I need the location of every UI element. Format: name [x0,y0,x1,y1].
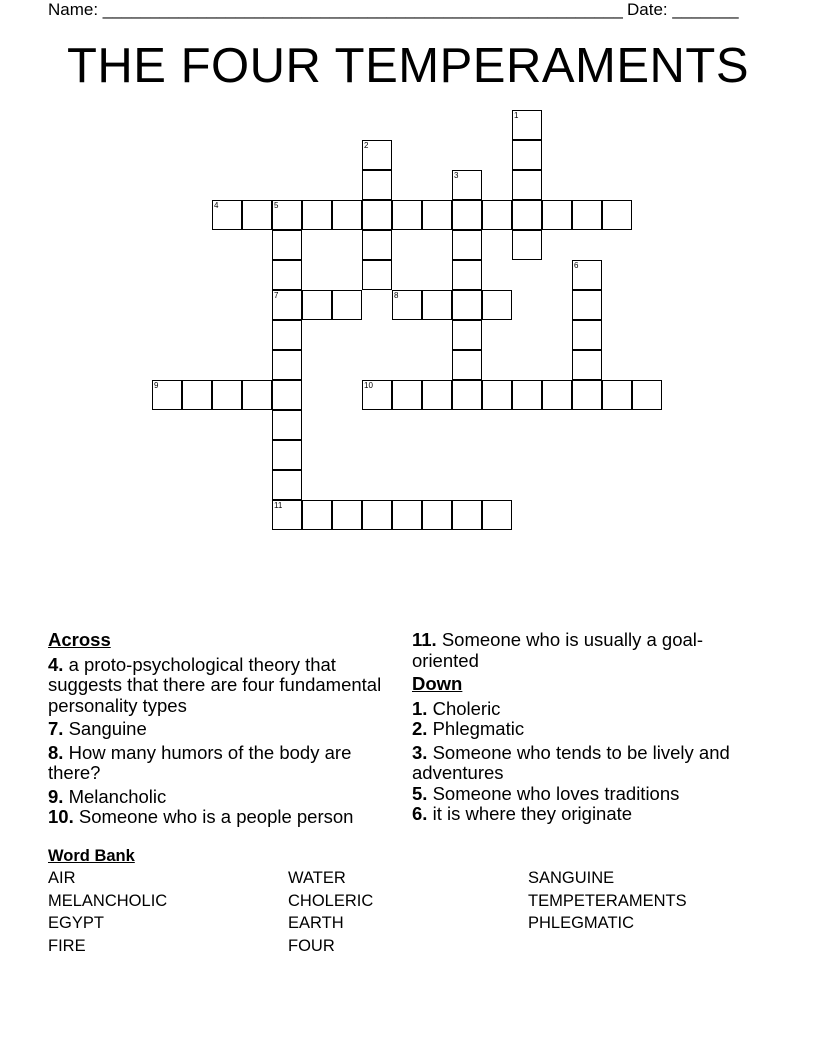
clue-number: 4. [48,653,64,675]
crossword-cell[interactable] [632,380,662,410]
crossword-cell[interactable] [272,500,302,530]
page-title: THE FOUR TEMPERAMENTS [66,39,750,93]
crossword-cell[interactable] [362,170,392,200]
crossword-cell[interactable] [272,410,302,440]
crossword-cell[interactable] [242,200,272,230]
clue-down-3 [412,743,752,784]
clue-number: 3. [412,741,428,763]
clues-right-column [412,630,752,828]
clue-number: 2. [412,718,428,739]
crossword-cell[interactable] [332,500,362,530]
word-bank-item: CHOLERIC [288,891,374,910]
crossword-cell[interactable] [452,200,482,230]
crossword-cell[interactable] [272,290,302,320]
crossword-cell[interactable] [452,170,482,200]
crossword-cell[interactable] [602,380,632,410]
crossword-cell[interactable] [392,380,422,410]
crossword-cell[interactable] [512,230,542,260]
crossword-cell[interactable] [362,260,392,290]
crossword-cell[interactable] [362,380,392,410]
crossword-cell[interactable] [392,200,422,230]
crossword-cell[interactable] [272,440,302,470]
crossword-cell[interactable] [422,290,452,320]
crossword-cell[interactable] [362,230,392,260]
crossword-cell[interactable] [272,230,302,260]
crossword-cell[interactable] [572,290,602,320]
crossword-cell[interactable] [452,320,482,350]
date-field[interactable]: Date: _______ [627,0,739,19]
clue-number-label: 8 [394,291,399,300]
word-bank-item: PHLEGMATIC [528,914,635,932]
clue-number: 9. [48,785,64,807]
clue-down-6 [412,804,752,825]
clue-number: 6. [412,803,428,824]
clue-text: Sanguine [68,718,147,739]
crossword-cell[interactable] [302,500,332,530]
clue-number: 7. [48,718,64,739]
crossword-cell[interactable] [302,200,332,230]
crossword-cell[interactable] [572,260,602,290]
clue-number-label: 1 [514,111,519,120]
crossword-cell[interactable] [452,230,482,260]
clue-across-10 [48,807,398,828]
crossword-cell[interactable] [542,380,572,410]
crossword-cell[interactable] [392,500,422,530]
crossword-cell[interactable] [272,320,302,350]
clue-number-label: 2 [364,141,369,150]
clue-across-9 [48,787,398,808]
clue-number-label: 10 [364,381,373,390]
clue-text: Someone who loves traditions [432,782,680,804]
word-bank-item: TEMPETERAMENTS [528,891,687,910]
word-bank-item: MELANCHOLIC [48,891,168,910]
clue-number-label: 5 [274,201,279,210]
clue-text: a proto-psychological theory that suggests that there are four fundamental personality types [48,653,382,716]
crossword-cell[interactable] [602,200,632,230]
clue-text: Someone who tends to be lively and adventures [412,741,730,783]
crossword-cell[interactable] [212,380,242,410]
across-heading: Across [48,629,111,650]
crossword-cell[interactable] [452,260,482,290]
crossword-cell[interactable] [392,290,422,320]
crossword-cell[interactable] [452,500,482,530]
clue-number: 1. [412,697,428,719]
crossword-cell[interactable] [332,200,362,230]
crossword-cell[interactable] [272,380,302,410]
clue-across-8 [48,743,398,784]
clue-text: How many humors of the body are there? [48,741,352,783]
down-heading: Down [412,673,463,694]
name-field[interactable]: Name: _______________________________________________________ [48,0,623,19]
clue-number-label: 9 [154,381,159,390]
word-bank-title: Word Bank [48,847,135,865]
clue-number-label: 4 [214,201,219,210]
crossword-cell[interactable] [422,200,452,230]
crossword-cell[interactable] [272,200,302,230]
clue-number: 8. [48,741,64,763]
clue-text: Phlegmatic [432,718,525,739]
clue-number-label: 7 [274,291,279,300]
crossword-cell[interactable] [452,290,482,320]
crossword-cell[interactable] [542,200,572,230]
crossword-cell[interactable] [572,380,602,410]
clue-down-5 [412,784,752,805]
crossword-cell[interactable] [482,200,512,230]
crossword-cell[interactable] [362,500,392,530]
clue-text: it is where they originate [432,803,633,824]
crossword-cell[interactable] [272,470,302,500]
crossword-cell[interactable] [452,380,482,410]
clue-number-label: 3 [454,171,459,180]
crossword-cell[interactable] [512,200,542,230]
crossword-cell[interactable] [362,140,392,170]
crossword-cell[interactable] [422,380,452,410]
crossword-cell[interactable] [572,350,602,380]
crossword-cell[interactable] [512,110,542,140]
crossword-cell[interactable] [332,290,362,320]
crossword-cell[interactable] [512,140,542,170]
clue-across-4 [48,655,398,717]
clue-number: 10. [48,806,74,827]
crossword-cell[interactable] [242,380,272,410]
crossword-cell[interactable] [482,500,512,530]
crossword-cell[interactable] [182,380,212,410]
clue-number: 5. [412,782,428,804]
word-bank-item: AIR [48,869,76,887]
crossword-cell[interactable] [482,380,512,410]
clue-down-1 [412,699,752,720]
word-bank-item: EARTH [288,914,344,932]
clue-number: 11. [412,629,437,650]
crossword-cell[interactable] [512,170,542,200]
word-bank-item: SANGUINE [528,869,615,887]
word-bank-item: WATER [288,869,346,887]
crossword-cell[interactable] [272,260,302,290]
crossword-cell[interactable] [422,500,452,530]
word-bank-item: FIRE [48,936,86,955]
word-bank-item: FOUR [288,936,335,955]
clue-text: Melancholic [68,785,167,807]
crossword-cell[interactable] [302,290,332,320]
crossword-cell[interactable] [272,350,302,380]
crossword-cell[interactable] [572,320,602,350]
clue-across-7 [48,719,398,740]
clue-number-label: 11 [274,501,283,510]
clue-down-2 [412,719,752,740]
clue-across-11 [412,630,752,671]
clues-left-column [48,630,398,831]
crossword-cell[interactable] [212,200,242,230]
word-bank-item: EGYPT [48,914,104,932]
clue-text: Choleric [432,697,501,719]
clue-text: Someone who is a people person [78,806,354,827]
crossword-cell[interactable] [572,200,602,230]
crossword-cell[interactable] [512,380,542,410]
crossword-cell[interactable] [362,200,392,230]
clue-number-label: 6 [574,261,579,270]
crossword-cell[interactable] [482,290,512,320]
clue-text: Someone who is usually a goal-oriented [412,629,704,671]
crossword-cell[interactable] [452,350,482,380]
crossword-cell[interactable] [152,380,182,410]
